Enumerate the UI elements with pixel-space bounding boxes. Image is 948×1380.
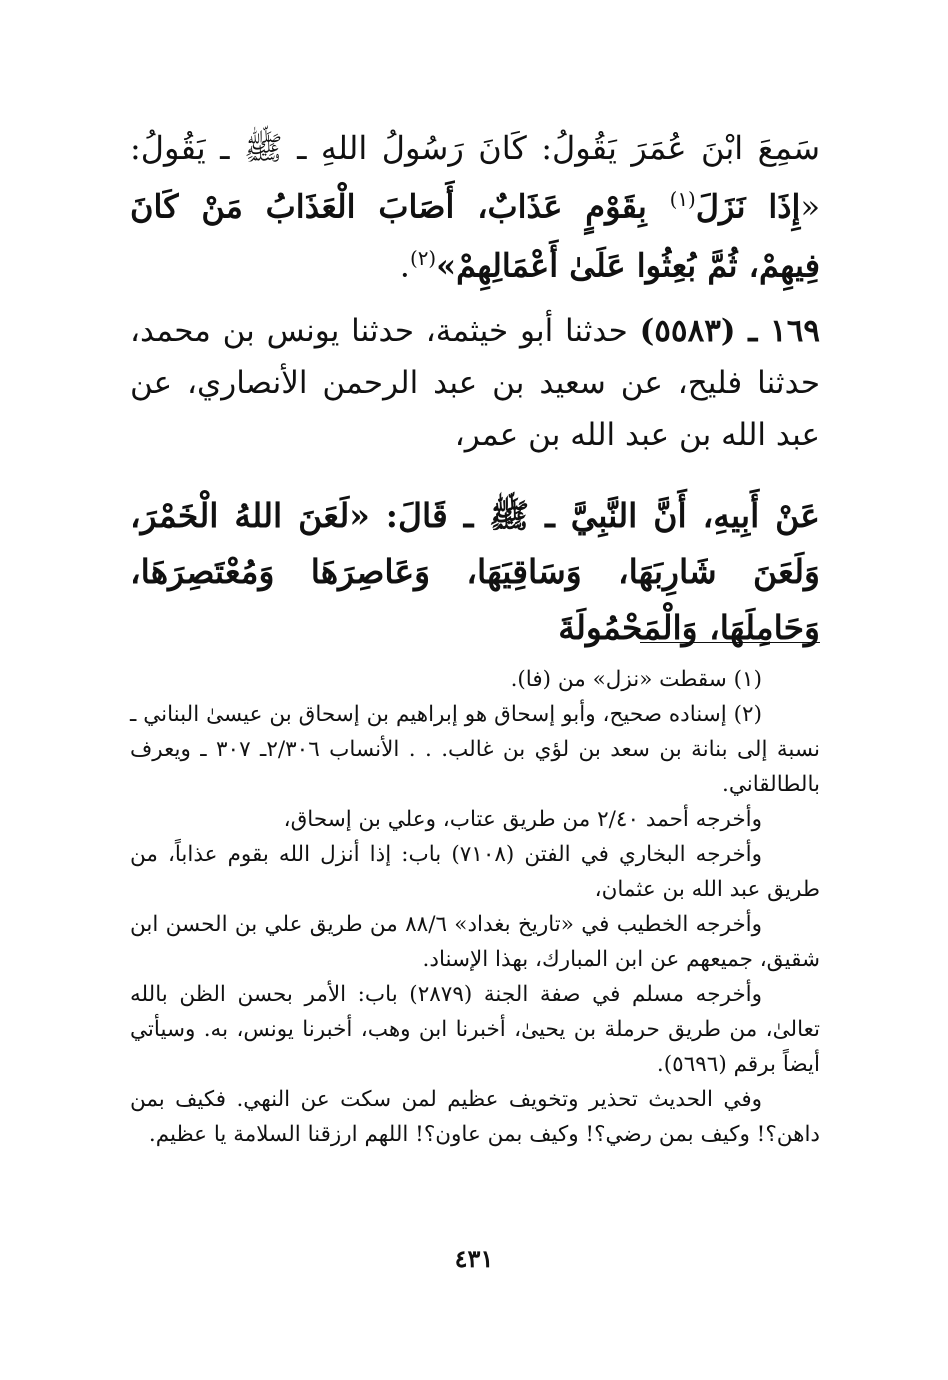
hadith-text-top [130, 122, 820, 291]
hadith-quote-close: » [436, 246, 457, 285]
footnote-2-muslim: وأخرجه مسلم في صفة الجنة (٢٨٧٩) باب: الأمر بحسن الظن بالله تعالىٰ، من طريق حرملة بن يحيىٰ، أخبرنا ابن وهب، أخبرنا يونس، به. وسيأتي أيضاً برقم (٥٦٩٦). [130, 982, 820, 1077]
footnote-separator [640, 642, 820, 643]
hadith-isnad [130, 305, 820, 461]
footnote-2-commentary: وفي الحديث تحذير وتخويف عظيم لمن سكت عن النهي. فكيف بمن داهن؟! وكيف بمن رضي؟! وكيف بمن عاون؟! اللهم ارزقنا السلامة يا عظيم. [130, 1087, 820, 1147]
footnote-2: (٢) إسناده صحيح، وأبو إسحاق هو إبراهيم بن إسحاق بن عيسىٰ البناني ـ نسبة إلى بنانة بن سعد بن لؤي بن غالب. . . الأنساب ٢/٣٠٦ـ ٣٠٧ ـ ويعرف بالطالقاني. [130, 702, 821, 797]
hadith-matn [130, 488, 820, 656]
hadith-end: . [399, 246, 410, 285]
footnote-ref-1: (١) [669, 188, 696, 211]
hadith-quote-part2: بِقَوْمٍ عَذَابٌ، أَصَابَ الْعَذَابُ مَنْ كَانَ فِيهِمْ، ثُمَّ بُعِثُوا عَلَىٰ أَعْمَالِهِمْ [130, 187, 820, 285]
footnote-2-bukhari: وأخرجه البخاري في الفتن (٧١٠٨) باب: إذا أنزل الله بقوم عذاباً، من طريق عبد الله بن عثمان، [130, 842, 820, 902]
footnote-1: (١) سقطت «نزل» من (فا). [510, 667, 762, 692]
hadith-number: ١٦٩ ـ (٥٥٨٣) [639, 313, 820, 349]
hadith-intro: سَمِعَ ابْنَ عُمَرَ يَقُولُ: كَانَ رَسُولُ اللهِ ـ ﷺ ـ يَقُولُ: « [130, 129, 821, 226]
matn-text: عَنْ أَبِيهِ، أَنَّ النَّبِيَّ ـ ﷺ ـ قَالَ: «لَعَنَ اللهُ الْخَمْرَ، وَلَعَنَ شَارِبَهَا، وَسَاقِيَهَا، وَعَاصِرَهَا وَمُعْتَصِرَهَا، وَحَامِلَهَا، وَالْمَحْمُولَةَ [130, 496, 820, 647]
page-number: ٤٣١ [454, 1244, 494, 1273]
isnad-text: حدثنا أبو خيثمة، حدثنا يونس بن محمد، حدثنا فليح، عن سعيد بن عبد الرحمن الأنصاري، عن عبد الله بن عبد الله بن عمر، [130, 313, 820, 453]
hadith-quote-part1: إِذَا نَزَلَ [695, 187, 801, 226]
footnote-ref-2: (٢) [409, 246, 437, 270]
footnote-2-ahmad: وأخرجه أحمد ٢/٤٠ من طريق عتاب، وعلي بن إسحاق، [283, 807, 762, 832]
footnote-2-khatib: وأخرجه الخطيب في «تاريخ بغداد» ٨٨/٦ من طريق علي بن الحسن ابن شقيق، جميعهم عن ابن المبارك، بهذا الإسناد. [130, 912, 820, 972]
footnotes [130, 662, 820, 1152]
